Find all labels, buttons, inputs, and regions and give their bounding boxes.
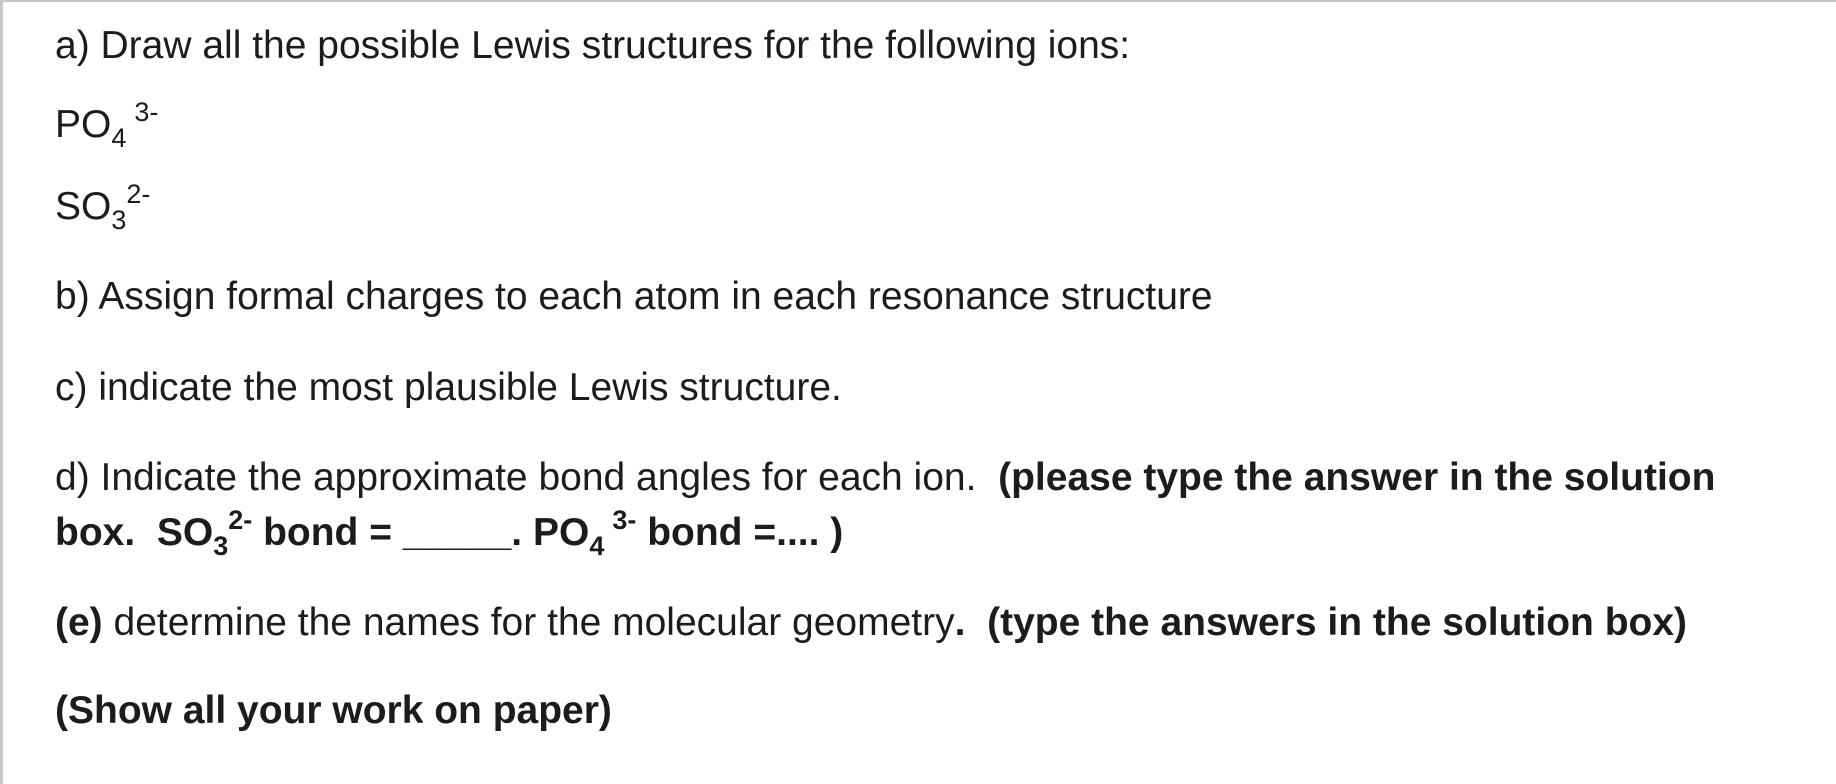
ion-sulfite-subscript: 3 — [111, 205, 127, 235]
part-d-bond-end: bond =.... ) — [647, 511, 844, 554]
ion-sulfite-charge: 2- — [126, 179, 151, 209]
part-d-bond-blank: bond = _____. — [263, 511, 523, 554]
question-content — [55, 22, 1815, 735]
part-e-period: . — [954, 601, 966, 644]
part-d-text: d) Indicate the approximate bond angles for each ion. — [55, 456, 977, 499]
ion-phosphate-charge: 3- — [134, 97, 159, 127]
part-d-box-word: box. — [55, 511, 136, 554]
show-work-note: (Show all your work on paper) — [55, 689, 612, 732]
part-d-phosphate-base: PO — [532, 511, 590, 554]
part-d-instruction: (please type the answer in the solution — [998, 456, 1716, 499]
part-d-sulfite-charge: 2- — [228, 505, 253, 535]
part-b-text: b) Assign formal charges to each atom in each resonance structure — [55, 275, 1213, 318]
ion-phosphate-base: PO — [55, 103, 112, 146]
part-e-text: determine the names for the molecular geometry — [113, 601, 955, 644]
ion-sulfite-base: SO — [55, 185, 112, 228]
ion-sulfite — [55, 179, 1815, 235]
part-a-text: a) Draw all the possible Lewis structures for the following ions: — [55, 24, 1131, 67]
part-d-sulfite-base: SO — [156, 511, 214, 554]
part-d-line-2 — [55, 505, 1815, 561]
ion-phosphate-subscript: 4 — [111, 123, 127, 153]
part-d-phosphate-subscript: 4 — [589, 531, 605, 561]
part-d-sulfite-subscript: 3 — [213, 531, 229, 561]
part-c-text: c) indicate the most plausible Lewis structure. — [55, 366, 842, 409]
ion-phosphate — [55, 97, 1815, 153]
part-e-line — [55, 599, 1815, 647]
part-e-label: (e) — [55, 601, 103, 644]
part-d-line-1 — [55, 454, 1815, 502]
part-d-phosphate-charge: 3- — [612, 505, 637, 535]
part-e-instruction: (type the answers in the solution box) — [987, 601, 1688, 644]
